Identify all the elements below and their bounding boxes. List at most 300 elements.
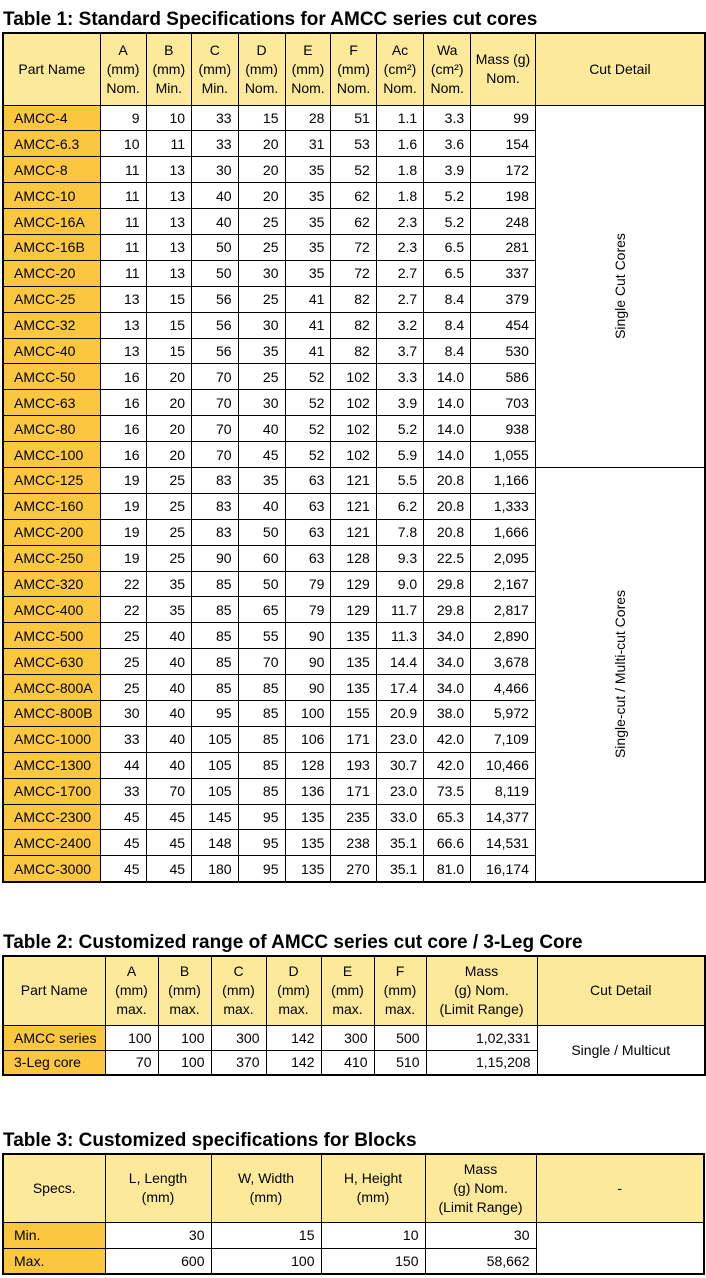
value-cell: 30 bbox=[425, 1222, 536, 1248]
value-cell: 1,02,331 bbox=[426, 1025, 537, 1050]
value-cell: 25 bbox=[238, 209, 285, 235]
value-cell: 20.8 bbox=[424, 467, 471, 493]
value-cell: 100 bbox=[105, 1025, 158, 1050]
value-cell: 31 bbox=[285, 131, 331, 157]
column-header: Cut Detail bbox=[537, 956, 705, 1025]
value-cell: 100 bbox=[158, 1025, 211, 1050]
value-cell: 2,890 bbox=[471, 623, 536, 649]
column-header: A (mm) Nom. bbox=[100, 33, 146, 105]
value-cell: 8.4 bbox=[424, 338, 471, 364]
value-cell: 13 bbox=[146, 234, 192, 260]
value-cell: 10 bbox=[321, 1222, 425, 1248]
value-cell: 56 bbox=[192, 312, 239, 338]
value-cell: 85 bbox=[192, 597, 239, 623]
value-cell: 51 bbox=[331, 105, 376, 131]
column-header: Wa (cm²) Nom. bbox=[424, 33, 471, 105]
table1-title: Table 1: Standard Specifications for AMCC series cut cores bbox=[3, 9, 538, 30]
part-name-cell: AMCC-25 bbox=[3, 286, 100, 312]
column-header: D (mm) Nom. bbox=[238, 33, 285, 105]
value-cell: 70 bbox=[192, 416, 239, 442]
value-cell: 29.8 bbox=[424, 597, 471, 623]
value-cell: 235 bbox=[331, 804, 376, 830]
part-name-cell: AMCC-2300 bbox=[3, 804, 100, 830]
value-cell: 14.0 bbox=[424, 416, 471, 442]
value-cell: 238 bbox=[331, 830, 376, 856]
value-cell: 2.3 bbox=[376, 209, 423, 235]
value-cell: 129 bbox=[331, 597, 376, 623]
value-cell: 938 bbox=[471, 416, 536, 442]
part-name-cell: AMCC-1300 bbox=[3, 752, 100, 778]
value-cell: 20 bbox=[238, 131, 285, 157]
value-cell: 35 bbox=[285, 260, 331, 286]
value-cell: 9.3 bbox=[376, 545, 423, 571]
value-cell: 8,119 bbox=[471, 778, 536, 804]
part-name-cell: AMCC-6.3 bbox=[3, 131, 100, 157]
value-cell: 20 bbox=[146, 416, 192, 442]
value-cell: 35 bbox=[238, 467, 285, 493]
value-cell: 45 bbox=[146, 804, 192, 830]
column-header: W, Width (mm) bbox=[211, 1154, 321, 1222]
value-cell: 4,466 bbox=[471, 675, 536, 701]
value-cell: 90 bbox=[285, 623, 331, 649]
value-cell: 3.3 bbox=[376, 364, 423, 390]
value-cell: 70 bbox=[146, 778, 192, 804]
value-cell: 586 bbox=[471, 364, 536, 390]
value-cell: 25 bbox=[100, 649, 146, 675]
value-cell: 40 bbox=[146, 726, 192, 752]
value-cell: 35 bbox=[285, 157, 331, 183]
value-cell: 33.0 bbox=[376, 804, 423, 830]
column-header: E (mm) Nom. bbox=[285, 33, 331, 105]
value-cell: 530 bbox=[471, 338, 536, 364]
value-cell: 85 bbox=[192, 675, 239, 701]
value-cell: 2.3 bbox=[376, 234, 423, 260]
value-cell: 13 bbox=[146, 183, 192, 209]
value-cell: 85 bbox=[238, 726, 285, 752]
value-cell: 135 bbox=[331, 675, 376, 701]
value-cell: 33 bbox=[192, 131, 239, 157]
value-cell: 1,333 bbox=[471, 493, 536, 519]
value-cell: 14.0 bbox=[424, 442, 471, 468]
part-name-cell: AMCC series bbox=[3, 1025, 105, 1050]
value-cell: 66.6 bbox=[424, 830, 471, 856]
column-header: C (mm) Min. bbox=[192, 33, 239, 105]
value-cell: 40 bbox=[146, 623, 192, 649]
value-cell: 81.0 bbox=[424, 856, 471, 882]
value-cell: 16 bbox=[100, 442, 146, 468]
value-cell: 19 bbox=[100, 519, 146, 545]
value-cell: 90 bbox=[192, 545, 239, 571]
value-cell: 25 bbox=[146, 545, 192, 571]
value-cell: 19 bbox=[100, 467, 146, 493]
value-cell: 72 bbox=[331, 260, 376, 286]
value-cell: 41 bbox=[285, 338, 331, 364]
empty-cell bbox=[536, 1222, 704, 1274]
value-cell: 193 bbox=[331, 752, 376, 778]
value-cell: 63 bbox=[285, 519, 331, 545]
value-cell: 95 bbox=[238, 830, 285, 856]
value-cell: 154 bbox=[471, 131, 536, 157]
value-cell: 1,15,208 bbox=[426, 1050, 537, 1075]
value-cell: 136 bbox=[285, 778, 331, 804]
value-cell: 34.0 bbox=[424, 675, 471, 701]
value-cell: 83 bbox=[192, 493, 239, 519]
value-cell: 145 bbox=[192, 804, 239, 830]
value-cell: 82 bbox=[331, 286, 376, 312]
value-cell: 19 bbox=[100, 493, 146, 519]
value-cell: 100 bbox=[285, 700, 331, 726]
table-row bbox=[3, 1222, 704, 1248]
value-cell: 25 bbox=[238, 364, 285, 390]
part-name-cell: AMCC-125 bbox=[3, 467, 100, 493]
value-cell: 25 bbox=[100, 675, 146, 701]
value-cell: 90 bbox=[285, 649, 331, 675]
value-cell: 198 bbox=[471, 183, 536, 209]
value-cell: 1,055 bbox=[471, 442, 536, 468]
value-cell: 85 bbox=[192, 571, 239, 597]
part-name-cell: AMCC-8 bbox=[3, 157, 100, 183]
column-header: Mass (g) Nom. (Limit Range) bbox=[425, 1154, 536, 1222]
value-cell: 5.9 bbox=[376, 442, 423, 468]
column-header: C (mm) max. bbox=[211, 956, 266, 1025]
value-cell: 70 bbox=[192, 442, 239, 468]
value-cell: 135 bbox=[331, 623, 376, 649]
value-cell: 281 bbox=[471, 234, 536, 260]
value-cell: 1.1 bbox=[376, 105, 423, 131]
value-cell: 79 bbox=[285, 571, 331, 597]
value-cell: 52 bbox=[285, 390, 331, 416]
value-cell: 510 bbox=[374, 1050, 426, 1075]
part-name-cell: AMCC-1700 bbox=[3, 778, 100, 804]
value-cell: 35 bbox=[285, 183, 331, 209]
value-cell: 45 bbox=[100, 830, 146, 856]
value-cell: 40 bbox=[238, 416, 285, 442]
value-cell: 129 bbox=[331, 571, 376, 597]
value-cell: 50 bbox=[192, 260, 239, 286]
part-name-cell: AMCC-320 bbox=[3, 571, 100, 597]
value-cell: 1.8 bbox=[376, 183, 423, 209]
value-cell: 135 bbox=[285, 856, 331, 882]
value-cell: 16 bbox=[100, 364, 146, 390]
value-cell: 135 bbox=[331, 649, 376, 675]
value-cell: 33 bbox=[100, 778, 146, 804]
value-cell: 270 bbox=[331, 856, 376, 882]
value-cell: 40 bbox=[238, 493, 285, 519]
part-name-cell: AMCC-20 bbox=[3, 260, 100, 286]
value-cell: 1.8 bbox=[376, 157, 423, 183]
value-cell: 41 bbox=[285, 286, 331, 312]
value-cell: 150 bbox=[321, 1248, 425, 1274]
value-cell: 8.4 bbox=[424, 286, 471, 312]
value-cell: 29.8 bbox=[424, 571, 471, 597]
column-header: H, Height (mm) bbox=[321, 1154, 425, 1222]
part-name-cell: AMCC-32 bbox=[3, 312, 100, 338]
value-cell: 45 bbox=[146, 830, 192, 856]
value-cell: 45 bbox=[100, 856, 146, 882]
value-cell: 16 bbox=[100, 390, 146, 416]
value-cell: 20 bbox=[146, 390, 192, 416]
value-cell: 72 bbox=[331, 234, 376, 260]
value-cell: 148 bbox=[192, 830, 239, 856]
value-cell: 6.5 bbox=[424, 234, 471, 260]
part-name-cell: AMCC-40 bbox=[3, 338, 100, 364]
value-cell: 1,166 bbox=[471, 467, 536, 493]
cut-detail-cell: Single / Multicut bbox=[537, 1025, 705, 1075]
value-cell: 85 bbox=[238, 752, 285, 778]
value-cell: 22.5 bbox=[424, 545, 471, 571]
value-cell: 20.8 bbox=[424, 519, 471, 545]
value-cell: 121 bbox=[331, 493, 376, 519]
value-cell: 100 bbox=[211, 1248, 321, 1274]
part-name-cell: AMCC-800A bbox=[3, 675, 100, 701]
value-cell: 35 bbox=[285, 209, 331, 235]
value-cell: 3.3 bbox=[424, 105, 471, 131]
column-header: F (mm) Nom. bbox=[331, 33, 376, 105]
value-cell: 2,817 bbox=[471, 597, 536, 623]
value-cell: 14.0 bbox=[424, 390, 471, 416]
part-name-cell: AMCC-500 bbox=[3, 623, 100, 649]
value-cell: 3,678 bbox=[471, 649, 536, 675]
value-cell: 102 bbox=[331, 416, 376, 442]
column-header: Specs. bbox=[3, 1154, 105, 1222]
value-cell: 85 bbox=[238, 675, 285, 701]
value-cell: 171 bbox=[331, 778, 376, 804]
value-cell: 35 bbox=[238, 338, 285, 364]
value-cell: 600 bbox=[105, 1248, 211, 1274]
column-header: D (mm) max. bbox=[266, 956, 321, 1025]
part-name-cell: AMCC-63 bbox=[3, 390, 100, 416]
value-cell: 90 bbox=[285, 675, 331, 701]
value-cell: 8.4 bbox=[424, 312, 471, 338]
value-cell: 13 bbox=[146, 209, 192, 235]
value-cell: 70 bbox=[105, 1050, 158, 1075]
part-name-cell: AMCC-16B bbox=[3, 234, 100, 260]
value-cell: 13 bbox=[146, 260, 192, 286]
value-cell: 15 bbox=[211, 1222, 321, 1248]
value-cell: 135 bbox=[285, 804, 331, 830]
table3-title: Table 3: Customized specifications for Blocks bbox=[3, 1130, 417, 1151]
value-cell: 60 bbox=[238, 545, 285, 571]
value-cell: 63 bbox=[285, 467, 331, 493]
value-cell: 13 bbox=[100, 338, 146, 364]
value-cell: 23.0 bbox=[376, 778, 423, 804]
part-name-cell: AMCC-80 bbox=[3, 416, 100, 442]
value-cell: 25 bbox=[238, 234, 285, 260]
blocks-specs-table bbox=[2, 1153, 705, 1275]
value-cell: 3.6 bbox=[424, 131, 471, 157]
part-name-cell: AMCC-16A bbox=[3, 209, 100, 235]
column-header: E (mm) max. bbox=[321, 956, 374, 1025]
value-cell: 20 bbox=[146, 364, 192, 390]
value-cell: 11 bbox=[100, 183, 146, 209]
value-cell: 171 bbox=[331, 726, 376, 752]
value-cell: 180 bbox=[192, 856, 239, 882]
value-cell: 40 bbox=[146, 700, 192, 726]
value-cell: 106 bbox=[285, 726, 331, 752]
value-cell: 128 bbox=[285, 752, 331, 778]
value-cell: 16,174 bbox=[471, 856, 536, 882]
value-cell: 25 bbox=[146, 493, 192, 519]
value-cell: 63 bbox=[285, 545, 331, 571]
value-cell: 11 bbox=[100, 157, 146, 183]
value-cell: 135 bbox=[285, 830, 331, 856]
value-cell: 30 bbox=[238, 390, 285, 416]
column-header: L, Length (mm) bbox=[105, 1154, 211, 1222]
part-name-cell: AMCC-100 bbox=[3, 442, 100, 468]
value-cell: 370 bbox=[211, 1050, 266, 1075]
value-cell: 35.1 bbox=[376, 856, 423, 882]
value-cell: 53 bbox=[331, 131, 376, 157]
value-cell: 100 bbox=[158, 1050, 211, 1075]
cut-detail-label: Single Cut Cores bbox=[611, 233, 628, 340]
value-cell: 410 bbox=[321, 1050, 374, 1075]
value-cell: 17.4 bbox=[376, 675, 423, 701]
value-cell: 35.1 bbox=[376, 830, 423, 856]
cut-detail-label: Single-cut / Multi-cut Cores bbox=[611, 590, 628, 759]
value-cell: 3.7 bbox=[376, 338, 423, 364]
value-cell: 99 bbox=[471, 105, 536, 131]
value-cell: 56 bbox=[192, 338, 239, 364]
value-cell: 337 bbox=[471, 260, 536, 286]
value-cell: 172 bbox=[471, 157, 536, 183]
value-cell: 79 bbox=[285, 597, 331, 623]
value-cell: 41 bbox=[285, 312, 331, 338]
value-cell: 82 bbox=[331, 338, 376, 364]
value-cell: 25 bbox=[238, 286, 285, 312]
value-cell: 28 bbox=[285, 105, 331, 131]
value-cell: 25 bbox=[146, 467, 192, 493]
column-header: Cut Detail bbox=[535, 33, 705, 105]
part-name-cell: AMCC-3000 bbox=[3, 856, 100, 882]
value-cell: 15 bbox=[146, 338, 192, 364]
value-cell: 13 bbox=[100, 286, 146, 312]
value-cell: 34.0 bbox=[424, 649, 471, 675]
value-cell: 30 bbox=[238, 312, 285, 338]
value-cell: 5.2 bbox=[376, 416, 423, 442]
value-cell: 14.0 bbox=[424, 364, 471, 390]
value-cell: 454 bbox=[471, 312, 536, 338]
value-cell: 14,531 bbox=[471, 830, 536, 856]
value-cell: 25 bbox=[146, 519, 192, 545]
cut-detail-cell bbox=[535, 467, 705, 881]
value-cell: 45 bbox=[100, 804, 146, 830]
value-cell: 82 bbox=[331, 312, 376, 338]
table-row bbox=[3, 105, 705, 131]
value-cell: 52 bbox=[285, 442, 331, 468]
value-cell: 85 bbox=[238, 700, 285, 726]
value-cell: 128 bbox=[331, 545, 376, 571]
spec-name-cell: Max. bbox=[3, 1248, 105, 1274]
value-cell: 30 bbox=[238, 260, 285, 286]
value-cell: 1,666 bbox=[471, 519, 536, 545]
value-cell: 20 bbox=[238, 157, 285, 183]
value-cell: 38.0 bbox=[424, 700, 471, 726]
value-cell: 105 bbox=[192, 726, 239, 752]
value-cell: 83 bbox=[192, 519, 239, 545]
part-name-cell: AMCC-2400 bbox=[3, 830, 100, 856]
value-cell: 30.7 bbox=[376, 752, 423, 778]
value-cell: 30 bbox=[100, 700, 146, 726]
value-cell: 58,662 bbox=[425, 1248, 536, 1274]
value-cell: 30 bbox=[192, 157, 239, 183]
value-cell: 14.4 bbox=[376, 649, 423, 675]
value-cell: 6.5 bbox=[424, 260, 471, 286]
value-cell: 35 bbox=[285, 234, 331, 260]
value-cell: 42.0 bbox=[424, 752, 471, 778]
value-cell: 703 bbox=[471, 390, 536, 416]
value-cell: 33 bbox=[100, 726, 146, 752]
part-name-cell: AMCC-50 bbox=[3, 364, 100, 390]
value-cell: 14,377 bbox=[471, 804, 536, 830]
value-cell: 2,167 bbox=[471, 571, 536, 597]
value-cell: 11.7 bbox=[376, 597, 423, 623]
value-cell: 5,972 bbox=[471, 700, 536, 726]
part-name-cell: AMCC-630 bbox=[3, 649, 100, 675]
value-cell: 62 bbox=[331, 209, 376, 235]
part-name-cell: AMCC-250 bbox=[3, 545, 100, 571]
value-cell: 11 bbox=[100, 234, 146, 260]
value-cell: 16 bbox=[100, 416, 146, 442]
value-cell: 142 bbox=[266, 1050, 321, 1075]
cut-detail-cell bbox=[535, 105, 705, 467]
value-cell: 85 bbox=[192, 649, 239, 675]
value-cell: 70 bbox=[192, 364, 239, 390]
value-cell: 11 bbox=[100, 260, 146, 286]
value-cell: 62 bbox=[331, 183, 376, 209]
value-cell: 65.3 bbox=[424, 804, 471, 830]
value-cell: 42.0 bbox=[424, 726, 471, 752]
value-cell: 85 bbox=[192, 623, 239, 649]
value-cell: 3.2 bbox=[376, 312, 423, 338]
value-cell: 70 bbox=[238, 649, 285, 675]
value-cell: 73.5 bbox=[424, 778, 471, 804]
value-cell: 7,109 bbox=[471, 726, 536, 752]
value-cell: 65 bbox=[238, 597, 285, 623]
column-header: Part Name bbox=[3, 956, 105, 1025]
value-cell: 56 bbox=[192, 286, 239, 312]
value-cell: 19 bbox=[100, 545, 146, 571]
value-cell: 45 bbox=[238, 442, 285, 468]
value-cell: 11 bbox=[100, 209, 146, 235]
column-header: F (mm) max. bbox=[374, 956, 426, 1025]
part-name-cell: AMCC-800B bbox=[3, 700, 100, 726]
value-cell: 379 bbox=[471, 286, 536, 312]
value-cell: 5.5 bbox=[376, 467, 423, 493]
table2-title: Table 2: Customized range of AMCC series cut core / 3-Leg Core bbox=[3, 932, 583, 953]
column-header: B (mm) Min. bbox=[146, 33, 192, 105]
value-cell: 9 bbox=[100, 105, 146, 131]
value-cell: 50 bbox=[238, 571, 285, 597]
value-cell: 20 bbox=[238, 183, 285, 209]
value-cell: 500 bbox=[374, 1025, 426, 1050]
value-cell: 45 bbox=[146, 856, 192, 882]
table-row bbox=[3, 467, 705, 493]
value-cell: 10 bbox=[146, 105, 192, 131]
value-cell: 15 bbox=[146, 312, 192, 338]
value-cell: 300 bbox=[321, 1025, 374, 1050]
value-cell: 40 bbox=[146, 752, 192, 778]
value-cell: 10,466 bbox=[471, 752, 536, 778]
value-cell: 22 bbox=[100, 571, 146, 597]
value-cell: 2,095 bbox=[471, 545, 536, 571]
value-cell: 35 bbox=[146, 571, 192, 597]
value-cell: 13 bbox=[146, 157, 192, 183]
value-cell: 20 bbox=[146, 442, 192, 468]
value-cell: 102 bbox=[331, 390, 376, 416]
value-cell: 95 bbox=[238, 856, 285, 882]
value-cell: 105 bbox=[192, 752, 239, 778]
value-cell: 15 bbox=[238, 105, 285, 131]
